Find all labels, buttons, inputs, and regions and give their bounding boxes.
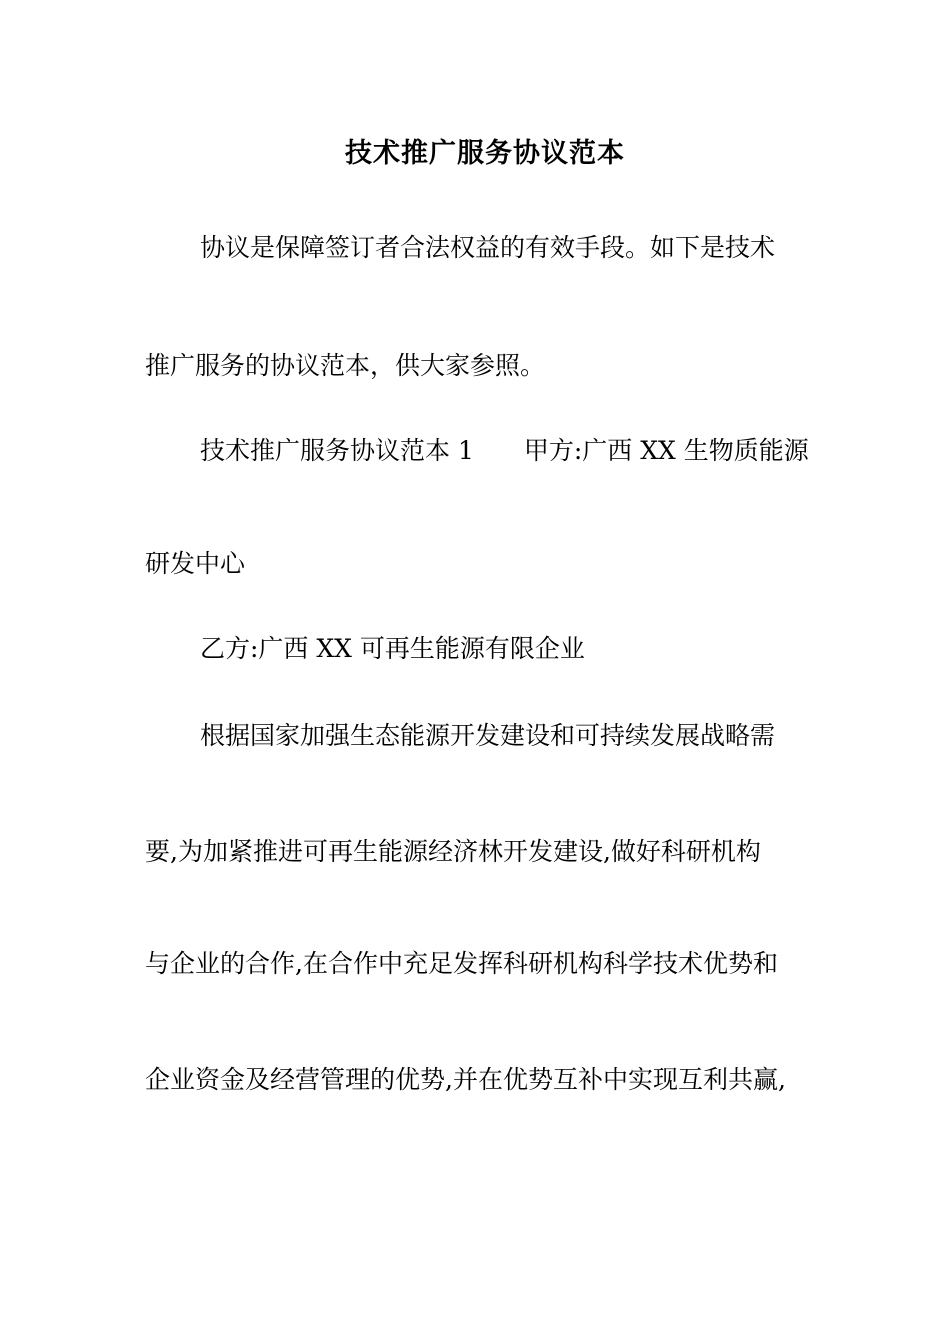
paragraph-heading-line [200,433,809,469]
paragraph-body-line-4: 企业资金及经营管理的优势,并在优势互补中实现互利共赢, [145,1065,786,1094]
agreement-sample-heading: 技术推广服务协议范本 1 [200,436,474,465]
paragraph-intro-line-1: 协议是保障签订者合法权益的有效手段。如下是技术 [200,233,776,262]
document-title: 技术推广服务协议范本 [345,138,625,169]
party-b-label: 乙方:广西 XX 可再生能源有限企业 [200,634,585,663]
party-a-label: 甲方:广西 XX 生物质能源 [523,436,809,465]
paragraph-intro-line-2: 推广服务的协议范本，供大家参照。 [145,351,546,380]
paragraph-body-line-2: 要,为加紧推进可再生能源经济林开发建设,做好科研机构 [145,837,761,866]
party-a-continued: 研发中心 [145,549,246,578]
paragraph-body-line-3: 与企业的合作,在合作中充足发挥科研机构科学技术优势和 [145,949,778,978]
paragraph-body-line-1: 根据国家加强生态能源开发建设和可持续发展战略需 [200,721,776,750]
